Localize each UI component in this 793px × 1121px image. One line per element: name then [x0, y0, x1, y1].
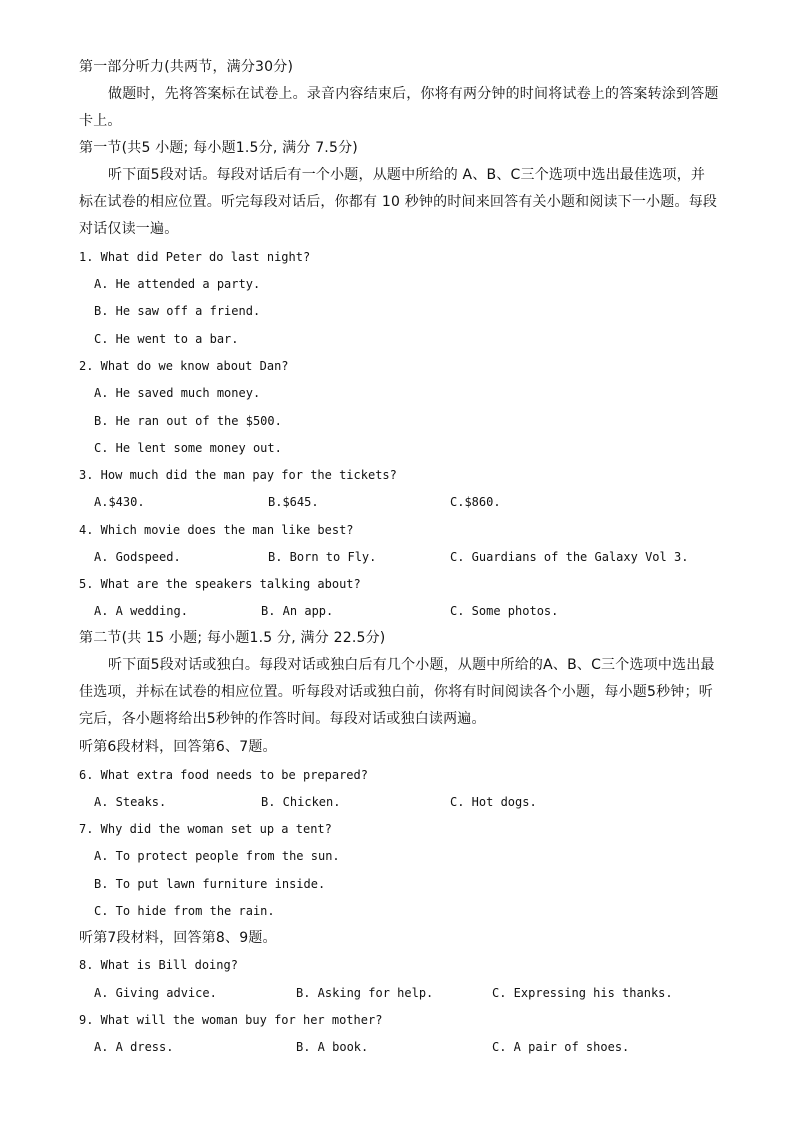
question-3-option-a: A.$430. — [94, 495, 145, 509]
part1-instruction-line2: 卡上。 — [79, 113, 122, 129]
material-7-heading: 听第7段材料，回答第8、9题。 — [79, 930, 277, 946]
question-5-option-c: C. Some photos. — [450, 604, 559, 618]
question-4-option-a: A. Godspeed. — [94, 550, 181, 564]
question-7-option-a: A. To protect people from the sun. — [94, 849, 340, 863]
question-6-option-b: B. Chicken. — [261, 795, 341, 809]
section2-title: 第二节(共 15 小题; 每小题1.5 分, 满分 22.5分) — [79, 630, 386, 646]
question-1-option-b: B. He saw off a friend. — [94, 304, 261, 318]
question-7-option-b: B. To put lawn furniture inside. — [94, 877, 326, 891]
section1-instruction-line3: 对话仅读一遍。 — [79, 221, 179, 237]
section1-instruction-line2: 标在试卷的相应位置。听完每段对话后，你都有 10 秒钟的时间来回答有关小题和阅读下一小题。每段 — [79, 194, 718, 210]
section2-instruction-line3: 完后，各小题将给出5秒钟的作答时间。每段对话或独白读两遍。 — [79, 711, 486, 727]
question-5-option-a: A. A wedding. — [94, 604, 188, 618]
question-6-option-a: A. Steaks. — [94, 795, 167, 809]
question-8-option-c: C. Expressing his thanks. — [492, 986, 673, 1000]
question-1-stem: 1. What did Peter do last night? — [79, 250, 311, 264]
part1-title: 第一部分听力(共两节，满分30分) — [79, 59, 294, 75]
question-6-option-c: C. Hot dogs. — [450, 795, 537, 809]
question-7-option-c: C. To hide from the rain. — [94, 904, 275, 918]
question-2-stem: 2. What do we know about Dan? — [79, 359, 289, 373]
question-9-option-a: A. A dress. — [94, 1040, 174, 1054]
question-3-stem: 3. How much did the man pay for the tickets? — [79, 468, 397, 482]
question-5-stem: 5. What are the speakers talking about? — [79, 577, 361, 591]
part1-instruction-line1: 做题时，先将答案标在试卷上。录音内容结束后，你将有两分钟的时间将试卷上的答案转涂到答题 — [108, 86, 719, 102]
question-4-option-c: C. Guardians of the Galaxy Vol 3. — [450, 550, 689, 564]
question-3-option-b: B.$645. — [268, 495, 319, 509]
material-6-heading: 听第6段材料，回答第6、7题。 — [79, 739, 277, 755]
question-7-stem: 7. Why did the woman set up a tent? — [79, 822, 332, 836]
question-2-option-b: B. He ran out of the $500. — [94, 414, 282, 428]
question-9-option-c: C. A pair of shoes. — [492, 1040, 630, 1054]
question-1-option-a: A. He attended a party. — [94, 277, 261, 291]
question-1-option-c: C. He went to a bar. — [94, 332, 239, 346]
question-4-option-b: B. Born to Fly. — [268, 550, 377, 564]
section2-instruction-line2: 佳选项，并标在试卷的相应位置。听每段对话或独白前，你将有时间阅读各个小题，每小题5秒钟；听 — [79, 684, 713, 700]
question-9-stem: 9. What will the woman buy for her mother? — [79, 1013, 383, 1027]
question-3-option-c: C.$860. — [450, 495, 501, 509]
question-8-option-a: A. Giving advice. — [94, 986, 217, 1000]
question-2-option-a: A. He saved much money. — [94, 386, 261, 400]
section1-instruction-line1: 听下面5段对话。每段对话后有一个小题，从题中所给的 A、B、C三个选项中选出最佳选项，并 — [108, 167, 706, 183]
question-4-stem: 4. Which movie does the man like best? — [79, 523, 354, 537]
section2-instruction-line1: 听下面5段对话或独白。每段对话或独白后有几个小题，从题中所给的A、B、C三个选项中选出最 — [108, 657, 715, 673]
question-6-stem: 6. What extra food needs to be prepared? — [79, 768, 368, 782]
question-9-option-b: B. A book. — [296, 1040, 369, 1054]
section1-title: 第一节(共5 小题; 每小题1.5分, 满分 7.5分) — [79, 140, 358, 156]
question-5-option-b: B. An app. — [261, 604, 334, 618]
question-8-option-b: B. Asking for help. — [296, 986, 434, 1000]
question-8-stem: 8. What is Bill doing? — [79, 958, 238, 972]
question-2-option-c: C. He lent some money out. — [94, 441, 282, 455]
